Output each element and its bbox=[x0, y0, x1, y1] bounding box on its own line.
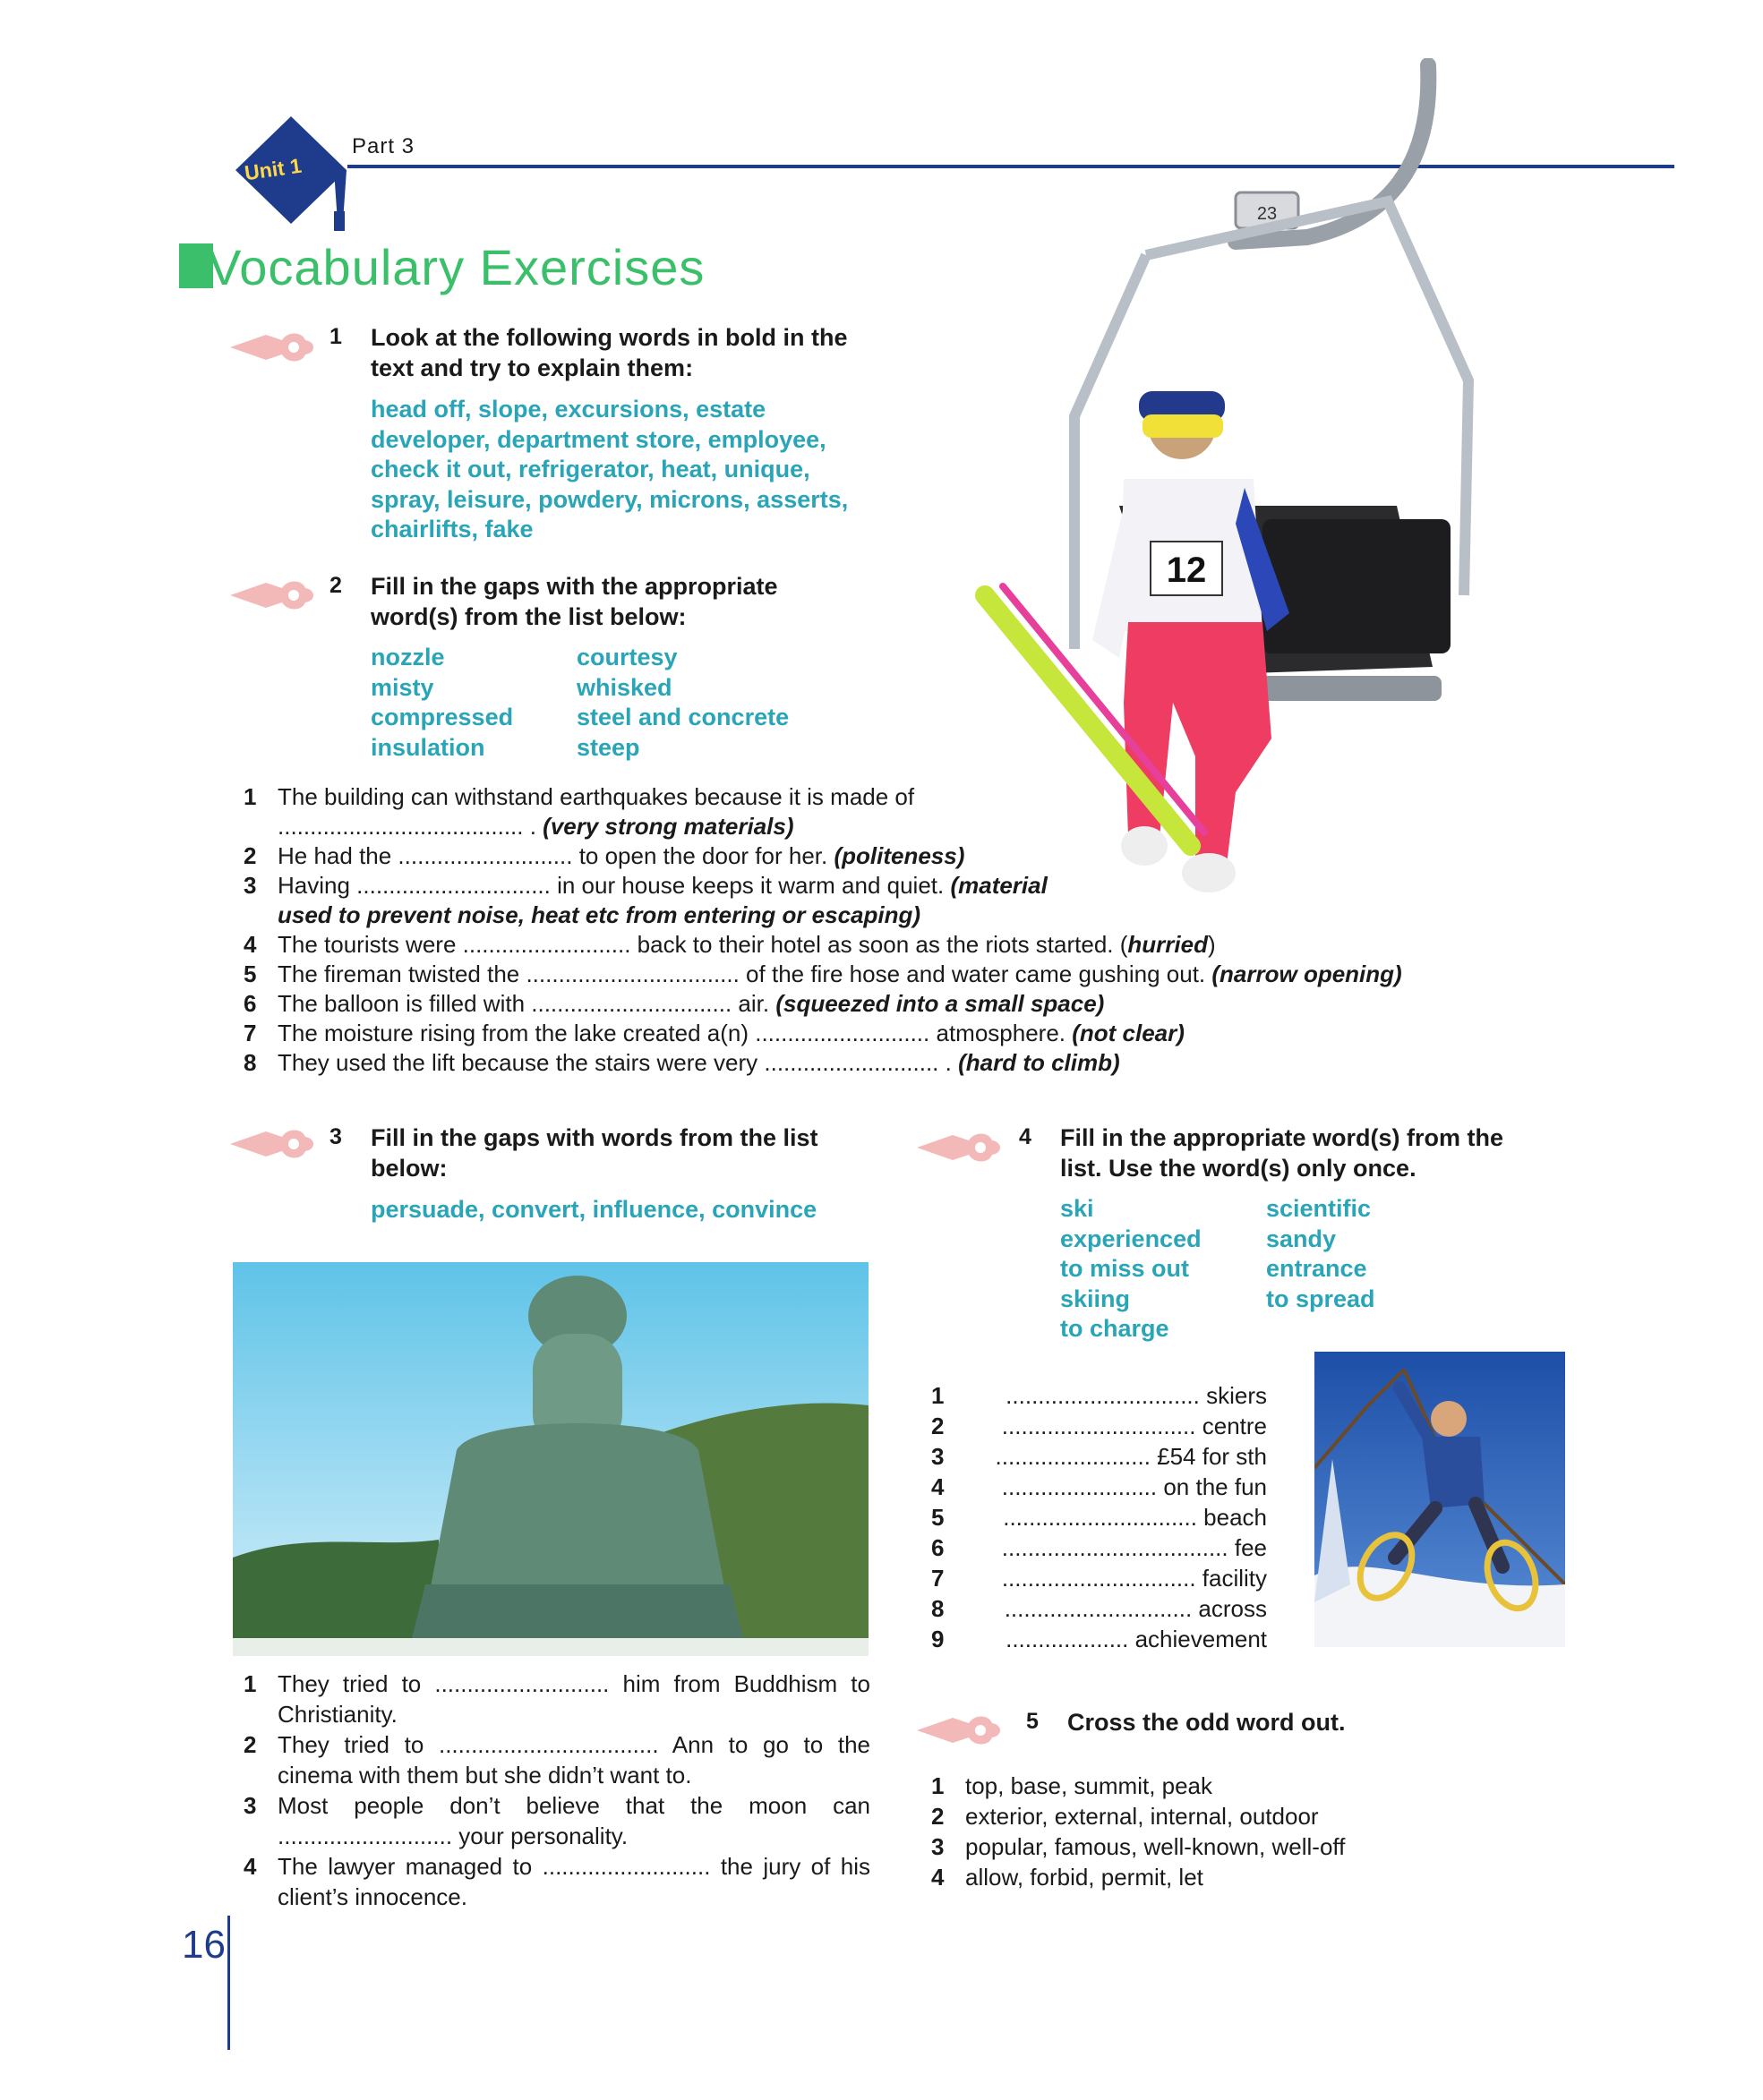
list-item: 8 They used the lift because the stairs were very ........................... . (hard to climb) bbox=[244, 1049, 1120, 1076]
word-bank-item: insulation bbox=[371, 733, 485, 761]
list-item: 1 .............................. skiers bbox=[931, 1382, 1267, 1409]
page-number: 16 bbox=[182, 1923, 226, 1967]
page-title: Vocabulary Exercises bbox=[208, 239, 706, 295]
ex4-items bbox=[931, 1380, 1267, 1654]
chairlift-skier-image bbox=[967, 58, 1549, 918]
word-bank-item: misty bbox=[371, 673, 434, 701]
word-bank-item: ski bbox=[1060, 1195, 1094, 1222]
list-item: 1 The building can withstand earthquakes because it is made of bbox=[244, 783, 915, 810]
list-item-continued: used to prevent noise, heat etc from entering or escaping) bbox=[278, 901, 921, 928]
list-item: 3 ........................ £54 for sth bbox=[931, 1443, 1267, 1470]
word-bank-item: whisked bbox=[577, 673, 672, 701]
list-item-continued: ...................................... . (very strong materials) bbox=[278, 813, 794, 840]
exercise-number: 2 bbox=[329, 573, 342, 598]
word-bank-item: nozzle bbox=[371, 644, 445, 670]
word-bank-item: experienced bbox=[1060, 1225, 1202, 1252]
exercise-arrow-icon bbox=[228, 577, 318, 613]
exercise-arrow-icon bbox=[228, 329, 318, 365]
list-item: 5 .............................. beach bbox=[931, 1504, 1267, 1531]
word-bank bbox=[371, 643, 809, 763]
exercise-instruction: Fill in the gaps with the appropriate word(s) from the list below: bbox=[371, 573, 778, 630]
unit-label: Unit 1 bbox=[243, 153, 304, 185]
exercise-instruction: Look at the following words in bold in the text and try to explain them: bbox=[371, 324, 848, 381]
list-item: 7 .............................. facility bbox=[931, 1565, 1267, 1592]
word-bank-item: steel and concrete bbox=[577, 704, 790, 730]
word-bank-item: to miss out bbox=[1060, 1255, 1190, 1282]
exercise-instruction: Fill in the gaps with words from the list below: bbox=[371, 1124, 818, 1182]
list-item: 6 ................................... fee bbox=[931, 1534, 1267, 1561]
list-item: 3 Having .............................. in our house keeps it warm and quiet. (material bbox=[244, 872, 1048, 899]
word-bank-item: courtesy bbox=[577, 644, 678, 670]
part-label: Part 3 bbox=[352, 134, 415, 158]
list-item: 4 ........................ on the fun bbox=[931, 1473, 1267, 1500]
vocabulary-list: persuade, convert, influence, convince bbox=[371, 1196, 817, 1223]
buddha-statue-image bbox=[233, 1262, 869, 1656]
word-bank-item: to spread bbox=[1266, 1285, 1375, 1312]
word-bank-item: entrance bbox=[1266, 1255, 1367, 1282]
list-item: 3 Most people don’t believe that the moon can ........................... your personality. bbox=[244, 1792, 870, 1849]
list-item: 2 They tried to .................................. Ann to go to the cinema with them but she didn’t want to. bbox=[244, 1731, 870, 1788]
word-bank-item: to charge bbox=[1060, 1315, 1169, 1342]
list-item: 5 The fireman twisted the ................................. of the fire hose and water came gushing out. (narrow opening) bbox=[244, 960, 1402, 987]
list-item: 9 ................... achievement bbox=[931, 1626, 1267, 1652]
list-item: 2 .............................. centre bbox=[931, 1413, 1267, 1439]
exercise-number: 3 bbox=[329, 1124, 342, 1149]
exercise-number: 5 bbox=[1026, 1709, 1039, 1734]
list-item: 3 popular, famous, well-known, well-off bbox=[931, 1833, 1346, 1860]
list-item: 4 The tourists were .......................... back to their hotel as soon as the riots started. (hurried) bbox=[244, 931, 1216, 958]
list-item: 1 top, base, summit, peak bbox=[931, 1772, 1213, 1799]
list-item: 8 ............................. across bbox=[931, 1595, 1267, 1622]
word-bank-item: skiing bbox=[1060, 1285, 1131, 1312]
svg-text:12: 12 bbox=[1166, 551, 1207, 590]
snowshoe-jumper-image bbox=[1314, 1352, 1565, 1647]
exercise-instruction: Fill in the appropriate word(s) from the list. Use the word(s) only once. bbox=[1060, 1124, 1504, 1182]
word-bank-item: compressed bbox=[371, 704, 514, 730]
word-bank-item: scientific bbox=[1266, 1195, 1372, 1222]
list-item: 7 The moisture rising from the lake created a(n) ........................... atmosphere. (not clear) bbox=[244, 1020, 1185, 1046]
page-number-rule bbox=[227, 1916, 230, 2050]
word-bank-item: steep bbox=[577, 733, 640, 761]
unit-badge bbox=[228, 115, 354, 231]
vocabulary-list: head off, slope, excursions, estate developer, department store, employee, check it out, refrigerator, heat, unique, spray, leisure, powdery, microns, asserts, chairlifts, fake bbox=[371, 396, 849, 542]
exercise-number: 1 bbox=[329, 324, 342, 349]
chair-number: 23 bbox=[1256, 204, 1278, 224]
exercise-number: 4 bbox=[1019, 1124, 1031, 1149]
list-item: 2 He had the ........................... to open the door for her. (politeness) bbox=[244, 842, 965, 869]
exercise-arrow-icon bbox=[228, 1126, 318, 1162]
exercise-arrow-icon bbox=[915, 1712, 1005, 1748]
list-item: 1 They tried to ........................... him from Buddhism to Christianity. bbox=[244, 1670, 870, 1728]
word-bank-item: sandy bbox=[1266, 1225, 1337, 1252]
list-item: 2 exterior, external, internal, outdoor bbox=[931, 1803, 1319, 1830]
exercise-instruction: Cross the odd word out. bbox=[1067, 1709, 1346, 1736]
list-item: 6 The balloon is filled with ............................... air. (squeezed into a small space) bbox=[244, 990, 1105, 1017]
list-item: 4 allow, forbid, permit, let bbox=[931, 1864, 1203, 1891]
word-bank bbox=[1060, 1194, 1499, 1345]
list-item: 4 The lawyer managed to .......................... the jury of his client’s innocence. bbox=[244, 1853, 870, 1910]
exercise-arrow-icon bbox=[915, 1130, 1005, 1165]
